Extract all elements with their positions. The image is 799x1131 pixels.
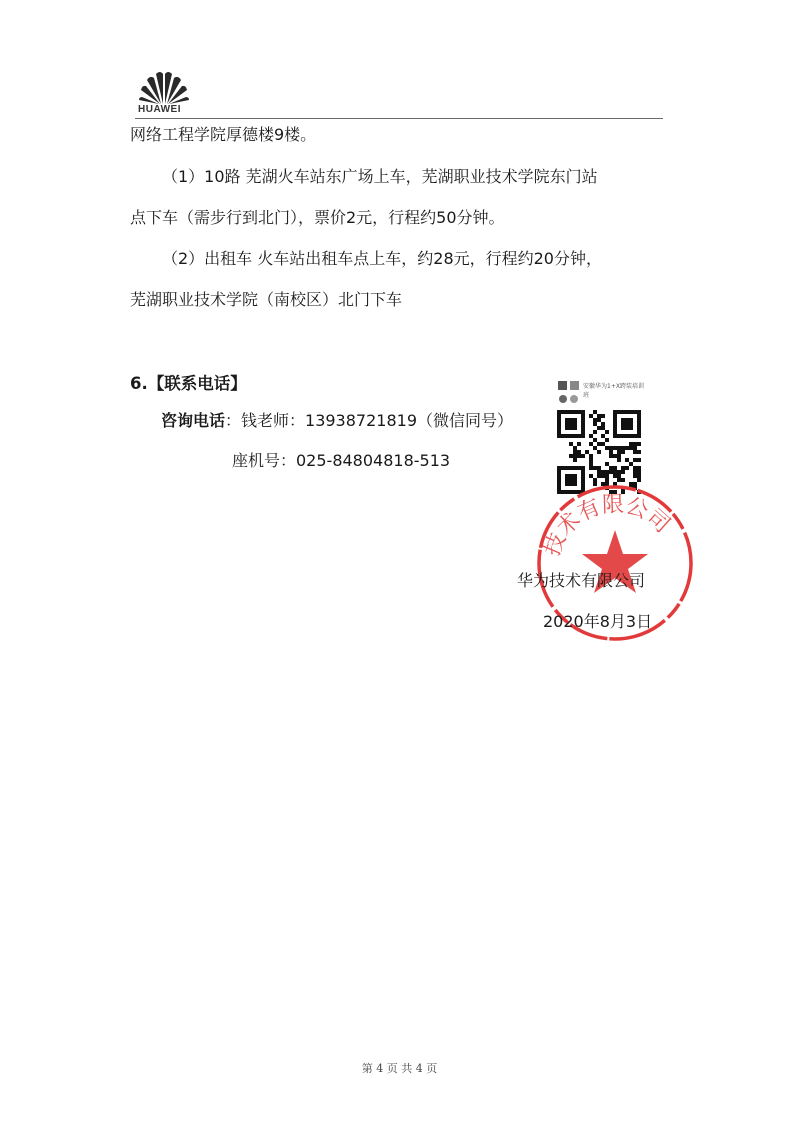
contact-heading: 6.【联系电话】 bbox=[130, 374, 247, 393]
qr-caption bbox=[557, 378, 649, 410]
logo-text: HUAWEI bbox=[138, 104, 181, 115]
header-divider bbox=[135, 118, 663, 119]
consult-value: ：钱老师：13938721819（微信同号） bbox=[225, 411, 513, 430]
route-2-line-2: 芜湖职业技术学院（南校区）北门下车 bbox=[130, 290, 403, 309]
company-name: 华为技术有限公司 bbox=[517, 571, 646, 590]
body-line-1: 网络工程学院厚德楼9楼。 bbox=[130, 125, 317, 144]
qr-caption-text: 安徽华为1+X跨装培训班 bbox=[583, 383, 644, 399]
page-number: 第 4 页 共 4 页 bbox=[361, 1062, 438, 1075]
route-2-line-1: （2）出租车 火车站出租车点上车，约28元，行程约20分钟， bbox=[162, 249, 602, 268]
signature-date: 2020年8月3日 bbox=[543, 612, 653, 631]
seal-text: 技术有限公司 bbox=[539, 492, 675, 560]
route-1-line-1: （1）10路 芜湖火车站东广场上车，芜湖职业技术学院东门站 bbox=[162, 167, 598, 186]
svg-text:技术有限公司 bbox=[540, 492, 675, 559]
route-1-line-2: 点下车（需步行到北门），票价2元，行程约50分钟。 bbox=[130, 208, 505, 227]
landline-phone: 座机号：025-84804818-513 bbox=[232, 451, 451, 470]
consult-label: 咨询电话 bbox=[161, 411, 226, 430]
consult-phone bbox=[161, 408, 513, 431]
